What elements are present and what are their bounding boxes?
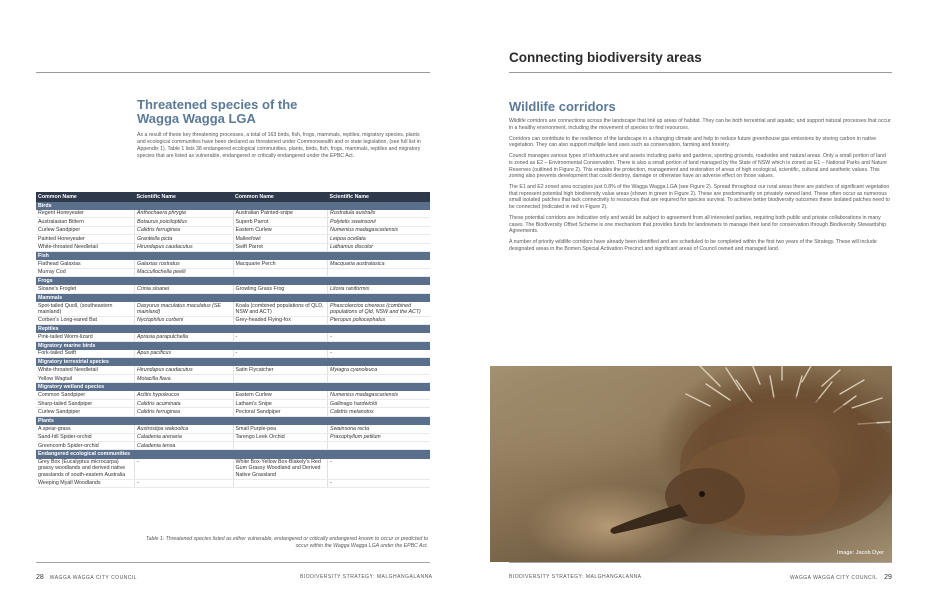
common-name-cell: Pectoral Sandpiper xyxy=(233,408,328,416)
footer-divider xyxy=(509,562,892,563)
table-row xyxy=(36,243,430,251)
footer-right: BIODIVERSITY STRATEGY: MALGHANGALANNA xyxy=(300,574,433,580)
table-group-row xyxy=(36,252,430,261)
table-row xyxy=(36,479,430,487)
common-name-cell: - xyxy=(233,350,328,358)
common-name-cell: White Box-Yellow Box-Blakely's Red Gum Grassy Woodland and Derived Native Grassland xyxy=(233,459,328,480)
common-name-cell xyxy=(233,479,328,487)
scientific-name-cell: Nyctophilus corbeni xyxy=(135,316,234,324)
paragraph: The E1 and E2 zoned area occupies just 0.8% of the Wagga Wagga LGA (see Figure 2). Spread throughout our rural areas there are patches of significant vegetation that represent potential high biodiversity value areas (shown in green in Figure 2). These are predominantly on privately owned land. These often occur as numerous small isolated patches that lack connectivity to resources that are required for species survival. To achieve better biodiversity outcomes these isolated patches need to be connected (indicated in red in Figure 2). xyxy=(509,184,890,211)
paragraph: Wildlife corridors are connections across the landscape that link up areas of habitat. They can be both terrestrial and aquatic, and support natural processes that occur in a healthy environment, including the movement of species to find resources. xyxy=(509,118,891,131)
scientific-name-cell xyxy=(328,374,430,382)
column-header: Common Name xyxy=(233,192,328,202)
scientific-name-cell: Calidris ferruginea xyxy=(135,408,234,416)
body-text xyxy=(509,118,891,257)
table-row xyxy=(36,302,430,316)
heading-line-1: Threatened species of the xyxy=(137,97,298,112)
echidna-illustration xyxy=(490,366,892,562)
common-name-cell: Murray Cod xyxy=(36,268,135,276)
scientific-name-cell: - xyxy=(328,459,430,480)
common-name-cell: Common Sandpiper xyxy=(36,391,135,399)
table-row xyxy=(36,260,430,268)
common-name-cell: White-throated Needletail xyxy=(36,243,135,251)
scientific-name-cell: Macquaria australasica xyxy=(328,260,430,268)
table-row xyxy=(36,316,430,324)
paragraph: A number of priority wildlife corridors have already been identified and are scheduled to be completed within the first two years of the Strategy. These will include designated areas in the Bomen Special Activation Precinct and significant areas of Council owned and managed land. xyxy=(509,239,877,252)
group-label: Birds xyxy=(36,202,430,210)
common-name-cell: Australasian Bittern xyxy=(36,218,135,226)
common-name-cell xyxy=(233,374,328,382)
section-title: Connecting biodiversity areas xyxy=(509,50,702,65)
table-group-row xyxy=(36,416,430,425)
common-name-cell: Small Purple-pea xyxy=(233,425,328,433)
table-row xyxy=(36,374,430,382)
table-row xyxy=(36,333,430,341)
footer-left xyxy=(36,574,137,581)
scientific-name-cell: Galaxias rostratus xyxy=(135,260,234,268)
table-row xyxy=(36,441,430,449)
common-name-cell: Flathead Galaxias xyxy=(36,260,135,268)
table-row xyxy=(36,226,430,234)
scientific-name-cell: Myiagra cyanoleuca xyxy=(328,366,430,374)
table-row xyxy=(36,433,430,441)
common-name-cell: Koala (combined populations of QLD, NSW and ACT) xyxy=(233,302,328,316)
paragraph: These potential corridors are indicative only and would be subject to agreement from all interested parties, requiring both public and private collaborations in many cases. The Biodiversity Offset Scheme is one mechanism that provides funds for landowners to manage their land for conservation through Biodiversity Stewardship Agreements. xyxy=(509,215,886,235)
scientific-name-cell: Maccullochella peelii xyxy=(135,268,234,276)
top-divider xyxy=(509,72,892,73)
common-name-cell: Yellow Wagtail xyxy=(36,374,135,382)
common-name-cell: Tarengo Leek Orchid xyxy=(233,433,328,441)
group-label: Migratory marine birds xyxy=(36,341,430,350)
scientific-name-cell: Motacilla flava xyxy=(135,374,234,382)
common-name-cell: White-throated Needletail xyxy=(36,366,135,374)
table-group-row xyxy=(36,325,430,334)
common-name-cell: A spear-grass xyxy=(36,425,135,433)
group-label: Frogs xyxy=(36,277,430,286)
common-name-cell: Sand-hill Spider-orchid xyxy=(36,433,135,441)
group-label: Mammals xyxy=(36,293,430,302)
scientific-name-cell: Pteropus poliocephalus xyxy=(328,316,430,324)
common-name-cell xyxy=(233,441,328,449)
scientific-name-cell: Hirundapus caudacutus xyxy=(135,243,234,251)
scientific-name-cell: Austrostipa wakoolica xyxy=(135,425,234,433)
common-name-cell: Regent Honeyeater xyxy=(36,210,135,218)
right-page xyxy=(464,0,928,600)
scientific-name-cell: - xyxy=(328,333,430,341)
table-header-row xyxy=(36,192,430,202)
scientific-name-cell: Litoria raniformis xyxy=(328,285,430,293)
scientific-name-cell: - xyxy=(328,479,430,487)
echidna-snout xyxy=(610,504,688,534)
column-header: Common Name xyxy=(36,192,135,202)
threatened-species-table xyxy=(36,192,430,488)
common-name-cell: Malleefowl xyxy=(233,235,328,243)
scientific-name-cell: Polytelis swainsonii xyxy=(328,218,430,226)
table-group-row xyxy=(36,383,430,392)
scientific-name-cell: Prasophyllum petilum xyxy=(328,433,430,441)
common-name-cell: Grey-headed Flying-fox xyxy=(233,316,328,324)
scientific-name-cell: Numenius madagascariensis xyxy=(328,391,430,399)
top-divider xyxy=(36,72,430,73)
page-number: 28 xyxy=(36,574,44,581)
group-label: Migratory wetland species xyxy=(36,383,430,392)
scientific-name-cell xyxy=(328,441,430,449)
column-header: Scientific Name xyxy=(135,192,234,202)
page-number: 29 xyxy=(884,574,892,581)
common-name-cell: Satin Flycatcher xyxy=(233,366,328,374)
paragraph: Council manages various types of infrastructure and assets including parks and gardens, sporting grounds, roadsides and natural areas. Only a small portion of land is zoned as E2 – Environmental Conservation. There is also a small portion of land managed by the State of NSW which is zoned as E1 – National Parks and Nature Reserves (outlined in Figure 2). This enables the protection, management and restoration of areas of high ecological, scientific, cultural and aesthetic values. This zoning also prevents development that could destroy, damage or otherwise have an adverse effect on those values. xyxy=(509,153,887,180)
scientific-name-cell: Caladenia tensa xyxy=(135,441,234,449)
scientific-name-cell: Botaurus poiciloptilus xyxy=(135,218,234,226)
table-row xyxy=(36,408,430,416)
scientific-name-cell: Phascolarctos cinereus (combined populations of Qld, NSW and the ACT) xyxy=(328,302,430,316)
table-row xyxy=(36,235,430,243)
table-row xyxy=(36,350,430,358)
common-name-cell: Eastern Curlew xyxy=(233,391,328,399)
scientific-name-cell: Actitis hypoleucos xyxy=(135,391,234,399)
scientific-name-cell: Apus pacificus xyxy=(135,350,234,358)
common-name-cell: Greencomb Spider-orchid xyxy=(36,441,135,449)
common-name-cell: Spot-tailed Quoll, (southeastern mainland) xyxy=(36,302,135,316)
scientific-name-cell: - xyxy=(135,479,234,487)
table-body xyxy=(36,202,430,488)
scientific-name-cell: Calidris acuminata xyxy=(135,399,234,407)
echidna-eye xyxy=(699,491,705,497)
scientific-name-cell: Gallinago hardwickii xyxy=(328,399,430,407)
scientific-name-cell: - xyxy=(135,459,234,480)
footer-left: BIODIVERSITY STRATEGY: MALGHANGALANNA xyxy=(509,574,642,580)
scientific-name-cell: Lathamus discolor xyxy=(328,243,430,251)
scientific-name-cell: Rostratula australis xyxy=(328,210,430,218)
scientific-name-cell: Calidris melanotos xyxy=(328,408,430,416)
scientific-name-cell: Crinia sloanei xyxy=(135,285,234,293)
wildlife-corridors-heading: Wildlife corridors xyxy=(509,99,616,114)
table-row xyxy=(36,218,430,226)
scientific-name-cell: Calidris ferruginea xyxy=(135,226,234,234)
footer-right xyxy=(790,574,892,581)
common-name-cell: Grey Box (Eucalyptus microcarpa) grassy woodlands and derived native grasslands of south-eastern Australia xyxy=(36,459,135,480)
common-name-cell: Curlew Sandpiper xyxy=(36,226,135,234)
footer-council-name: WAGGA WAGGA CITY COUNCIL xyxy=(790,575,878,581)
common-name-cell: Curlew Sandpiper xyxy=(36,408,135,416)
scientific-name-cell: Hirundapus caudacutus xyxy=(135,366,234,374)
footer-council-name: WAGGA WAGGA CITY COUNCIL xyxy=(49,575,138,581)
common-name-cell: Weeping Myall Woodlands xyxy=(36,479,135,487)
paragraph: Corridors can contribute to the resilience of the landscape in a changing climate and help to reduce future greenhouse gas emissions by storing carbon in native vegetation. They can also support multiple land uses such as conservation, farming and forestry. xyxy=(509,135,877,149)
scientific-name-cell: Anthochaera phrygia xyxy=(135,210,234,218)
common-name-cell: Fork-tailed Swift xyxy=(36,350,135,358)
scientific-name-cell: Numenius madagascariensis xyxy=(328,226,430,234)
scientific-name-cell: Aprasia parapulchella xyxy=(135,333,234,341)
scientific-name-cell: Leipoa ocellata xyxy=(328,235,430,243)
group-label: Reptiles xyxy=(36,325,430,334)
threatened-species-heading xyxy=(137,98,437,126)
table-row xyxy=(36,268,430,276)
group-label: Endangered ecological communities xyxy=(36,450,430,459)
table-row xyxy=(36,425,430,433)
common-name-cell: Eastern Curlew xyxy=(233,226,328,234)
common-name-cell: Sloane's Froglet xyxy=(36,285,135,293)
common-name-cell xyxy=(233,268,328,276)
footer-divider xyxy=(36,562,430,563)
scientific-name-cell: Dasyurus maculatus maculatus (SE mainland) xyxy=(135,302,234,316)
table-caption: Table 1: Threatened species listed as either vulnerable, endangered or critically endangered known to occur or predicted to occur within the Wagga Wagga LGA under the EPBC Act. xyxy=(145,536,428,549)
common-name-cell: Sharp-tailed Sandpiper xyxy=(36,399,135,407)
common-name-cell: Macquarie Perch xyxy=(233,260,328,268)
common-name-cell: Latham's Snipe xyxy=(233,399,328,407)
common-name-cell: Pink-tailed Worm-lizard xyxy=(36,333,135,341)
column-header: Scientific Name xyxy=(328,192,430,202)
heading-line-2: Wagga Wagga LGA xyxy=(137,111,256,126)
scientific-name-cell: Swainsona recta xyxy=(328,425,430,433)
common-name-cell: - xyxy=(233,333,328,341)
common-name-cell: Australian Painted-snipe xyxy=(233,210,328,218)
table-row xyxy=(36,210,430,218)
table-row xyxy=(36,285,430,293)
table-row xyxy=(36,399,430,407)
table-group-row xyxy=(36,450,430,459)
table-group-row xyxy=(36,202,430,210)
scientific-name-cell: Grantiella picta xyxy=(135,235,234,243)
common-name-cell: Corben's Long-eared Bat xyxy=(36,316,135,324)
common-name-cell: Swift Parrot xyxy=(233,243,328,251)
table-group-row xyxy=(36,277,430,286)
table-group-row xyxy=(36,341,430,350)
table-row xyxy=(36,366,430,374)
common-name-cell: Superb Parrot xyxy=(233,218,328,226)
group-label: Plants xyxy=(36,416,430,425)
scientific-name-cell: Caladenia arenaria xyxy=(135,433,234,441)
echidna-photo xyxy=(490,366,892,562)
intro-paragraph: As a result of these key threatening processes, a total of 163 birds, fish, frogs, mammals, reptiles, migratory species, plants and ecological communities have been declared as threatened under Commonwealth and or state legislation, (see full list in Appendix 1). Table 1 lists 38 endangered ecological communities, plants, birds, fish, frogs, mammals, reptiles and migratory species that are listed as vulnerable, endangered or critically endangered under the EPBC Act. xyxy=(137,132,421,159)
common-name-cell: Painted Honeyeater xyxy=(36,235,135,243)
scientific-name-cell xyxy=(328,268,430,276)
table-row xyxy=(36,391,430,399)
group-label: Fish xyxy=(36,252,430,261)
image-credit: Image: Jacob Dyer xyxy=(837,550,884,556)
group-label: Migratory terrestrial species xyxy=(36,358,430,367)
scientific-name-cell: - xyxy=(328,350,430,358)
table-group-row xyxy=(36,293,430,302)
common-name-cell: Growling Grass Frog xyxy=(233,285,328,293)
table-row xyxy=(36,459,430,480)
table-group-row xyxy=(36,358,430,367)
